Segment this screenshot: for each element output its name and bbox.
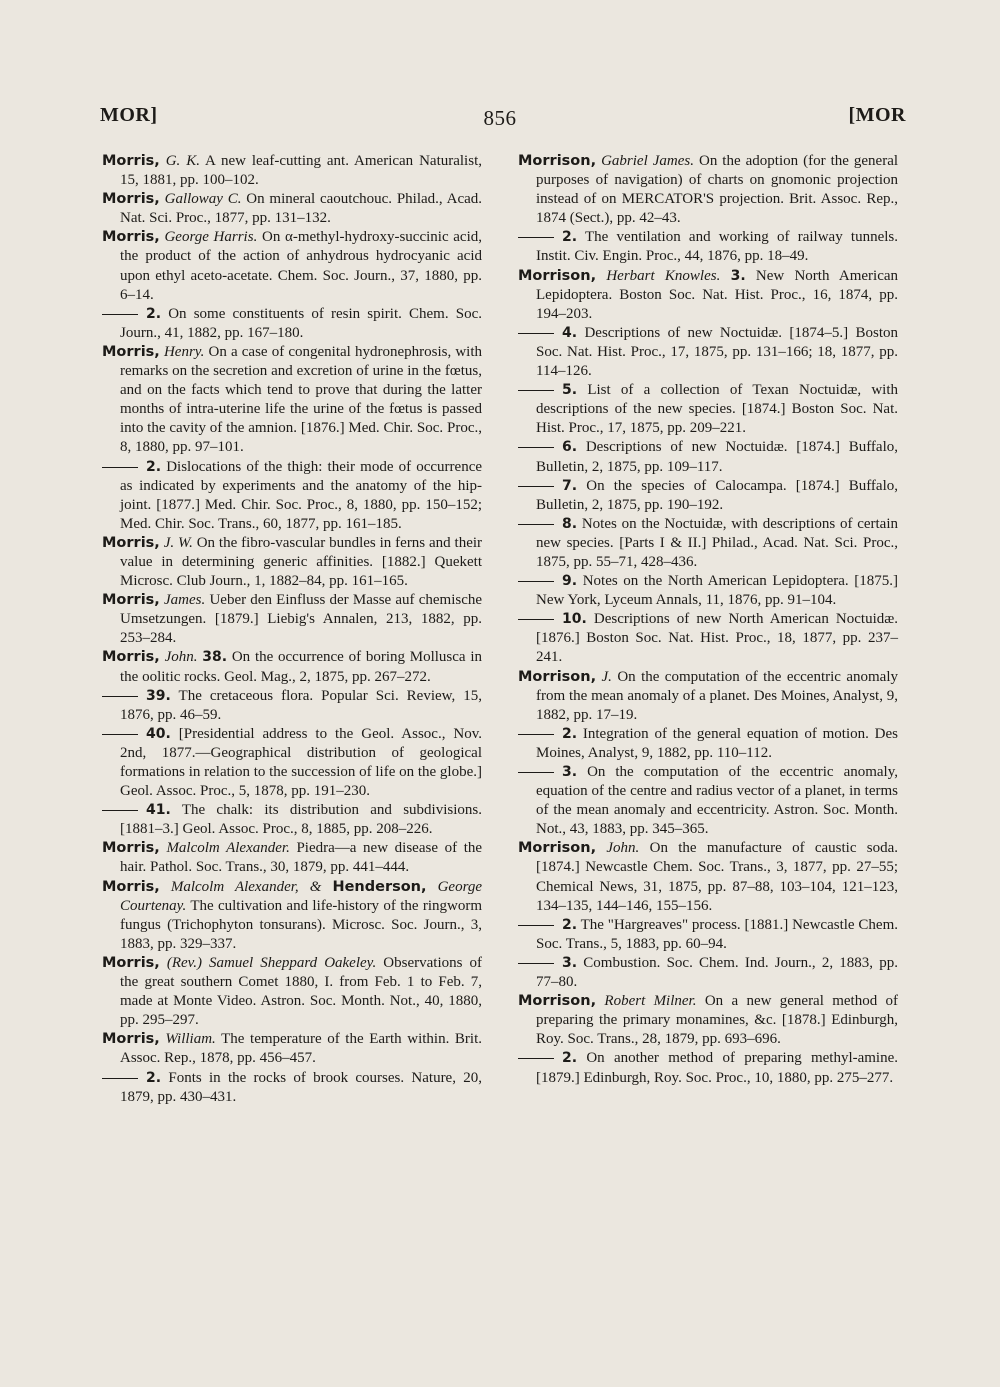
author-given-name: Henry. bbox=[163, 343, 205, 360]
entry-text: Notes on the North American Lepidoptera. [1875.] New York, Lyceum Annals, 11, 1876, pp. 91–104. bbox=[536, 573, 898, 609]
ditto-rule bbox=[518, 734, 554, 735]
entry-text: The "Hargreaves" process. [1881.] Newcastle Chem. Soc. Trans., 5, 1883, pp. 60–94. bbox=[536, 916, 898, 952]
bibliography-entry bbox=[518, 477, 898, 515]
author-surname: Morrison, bbox=[518, 153, 597, 169]
entry-text: Notes on the Noctuidæ, with descriptions of certain new species. [Parts I & II.] Philad., Acad. Nat. Sci. Proc., 1875, pp. 55–71, 428–436. bbox=[536, 515, 899, 570]
bibliography-entry bbox=[518, 668, 898, 725]
author-surname: Morris, bbox=[102, 153, 160, 169]
entry-number: 3. bbox=[562, 954, 578, 971]
entry-text: Observations of the great southern Comet 1880, I. from Feb. 1 to Feb. 7, made at Monte Video. Astron. Soc. Month. Not., 40, 1880, pp. 295–297. bbox=[120, 954, 482, 1029]
author-surname: Morris, bbox=[102, 840, 160, 857]
ditto-rule bbox=[518, 963, 554, 964]
author-surname: Morris, bbox=[102, 878, 160, 895]
bibliography-entry bbox=[518, 763, 898, 839]
entry-text: On the occurrence of boring Mollusca in the oolitic rocks. Geol. Mag., 2, 1875, pp. 267–272. bbox=[120, 649, 483, 685]
ditto-rule bbox=[518, 333, 554, 334]
bibliography-entry bbox=[518, 438, 898, 476]
ditto-rule bbox=[102, 314, 138, 315]
entry-text: The cultivation and life-history of the ringworm fungus (Trichophyton tonsurans). Microsc. Soc. Journ., 3, 1883, pp. 329–337. bbox=[120, 897, 483, 952]
author-given-name: Herbart Knowles. bbox=[606, 267, 721, 284]
ditto-rule bbox=[518, 619, 554, 620]
running-head-right: [MOR bbox=[848, 104, 906, 126]
ditto-rule bbox=[518, 486, 554, 487]
entry-number: 38. bbox=[202, 649, 228, 666]
entry-number: 4. bbox=[562, 324, 578, 341]
entry-number: 2. bbox=[146, 305, 162, 322]
coauthor-given-name: George Courtenay. bbox=[120, 878, 483, 914]
ditto-rule bbox=[518, 524, 554, 525]
entry-text: Descriptions of new Noctuidæ. [1874.] Buffalo, Bulletin, 2, 1875, pp. 109–117. bbox=[536, 439, 898, 475]
entry-number: 3. bbox=[730, 267, 746, 284]
ditto-rule bbox=[518, 1058, 554, 1059]
author-surname: Morris, bbox=[102, 343, 160, 360]
entry-number: 6. bbox=[562, 439, 578, 456]
author-surname: Morris, bbox=[102, 592, 160, 609]
entry-number: 2. bbox=[562, 1050, 578, 1067]
entry-number: 2. bbox=[562, 229, 578, 246]
author-given-name: Galloway C. bbox=[164, 191, 242, 208]
entry-text: The cretaceous flora. Popular Sci. Review, 15, 1876, pp. 46–59. bbox=[120, 687, 482, 723]
entry-text: On the fibro-vascular bundles in ferns and their value in determining generic affinities. [1882.] Quekett Microsc. Club Journ., 1, 1882–84, pp. 161–165. bbox=[120, 534, 483, 590]
entry-text: On mineral caoutchouc. Philad., Acad. Nat. Sci. Proc., 1877, pp. 131–132. bbox=[120, 191, 483, 227]
entry-text: The ventilation and working of railway tunnels. Instit. Civ. Engin. Proc., 44, 1876, pp. 18–49. bbox=[536, 229, 898, 265]
bibliography-entry bbox=[102, 1030, 482, 1068]
ditto-rule bbox=[518, 772, 554, 773]
bibliography-entry bbox=[102, 458, 482, 534]
entry-number: 5. bbox=[562, 382, 578, 399]
entry-text: Descriptions of new Noctuidæ. [1874–5.] Boston Soc. Nat. Hist. Proc., 17, 1875, pp. 131–166; 18, 1877, pp. 114–126. bbox=[536, 324, 899, 380]
entry-text: Descriptions of new North American Noctuidæ. [1876.] Boston Soc. Nat. Hist. Proc., 18, 1877, pp. 237–241. bbox=[536, 611, 898, 666]
bibliography-entry bbox=[518, 381, 898, 438]
entry-number: 8. bbox=[562, 515, 578, 532]
bibliography-entry bbox=[518, 916, 898, 954]
bibliography-entry bbox=[518, 725, 898, 763]
running-head-left: MOR] bbox=[100, 104, 158, 126]
author-given-name: Robert Milner. bbox=[604, 993, 697, 1010]
bibliography-entry bbox=[102, 343, 482, 458]
author-given-name: John. bbox=[606, 840, 640, 857]
entry-number: 7. bbox=[562, 477, 578, 494]
entry-number: 2. bbox=[562, 725, 578, 742]
author-given-name: Malcolm Alexander. bbox=[166, 840, 290, 857]
entry-text: The chalk: its distribution and subdivisions. [1881–3.] Geol. Assoc. Proc., 8, 1885, pp. 208–226. bbox=[120, 802, 482, 838]
entry-number: 2. bbox=[562, 916, 578, 933]
left-column bbox=[102, 152, 482, 1107]
bibliography-entry bbox=[102, 648, 482, 686]
author-given-name: (Rev.) Samuel Sheppard Oakeley. bbox=[166, 954, 377, 971]
entry-number: 41. bbox=[146, 802, 171, 819]
author-surname: Morris, bbox=[102, 649, 160, 666]
ditto-rule bbox=[102, 810, 138, 811]
entry-text: Fonts in the rocks of brook courses. Nature, 20, 1879, pp. 430–431. bbox=[120, 1069, 483, 1105]
author-given-name: J. W. bbox=[163, 534, 193, 551]
coauthor-surname: Henderson, bbox=[332, 878, 427, 895]
author-given-name: William. bbox=[165, 1031, 216, 1048]
ditto-rule bbox=[102, 696, 138, 697]
entry-text: On the computation of the eccentric anomaly from the mean anomaly of a planet. Des Moines, Analyst, 9, 1882, pp. 17–19. bbox=[536, 668, 898, 723]
bibliography-entry bbox=[102, 228, 482, 304]
author-surname: Morrison, bbox=[518, 840, 597, 857]
bibliography-entry bbox=[102, 839, 482, 877]
bibliography-entry bbox=[518, 267, 898, 324]
entry-text: Piedra—a new disease of the hair. Pathol. Soc. Trans., 30, 1879, pp. 441–444. bbox=[120, 840, 483, 876]
bibliography-entry bbox=[518, 610, 898, 667]
page-number: 856 bbox=[483, 106, 517, 130]
entry-text: On the manufacture of caustic soda. [1874.] Newcastle Chem. Soc. Trans., 3, 1877, pp. 27–55; Chemical News, 31, 1875, pp. 87–88, 103–104, 121–123, 134–135, 144–146, 155–156. bbox=[536, 840, 899, 914]
author-given-name: G. K. bbox=[165, 153, 200, 169]
ditto-rule bbox=[518, 925, 554, 926]
bibliography-entry bbox=[518, 954, 898, 992]
entry-number: 39. bbox=[146, 687, 171, 704]
entry-text: New North American Lepidoptera. Boston Soc. Nat. Hist. Proc., 16, 1874, pp. 194–203. bbox=[536, 267, 899, 322]
bibliography-entry bbox=[102, 801, 482, 839]
bibliography-entry bbox=[518, 515, 898, 572]
entry-text: On the adoption (for the general purposes of navigation) of charts on gnomonic projection instead of on MERCATOR'S projection. Brit. Assoc. Rep., 1874 (Sect.), pp. 42–43. bbox=[536, 153, 899, 227]
entry-text: On some constituents of resin spirit. Chem. Soc. Journ., 41, 1882, pp. 167–180. bbox=[120, 305, 482, 341]
author-surname: Morrison, bbox=[518, 993, 597, 1010]
entry-text: On the computation of the eccentric anomaly, equation of the centre and radius vector of a planet, in terms of the mean anomaly and eccentricity. Astron. Soc. Month. Not., 43, 1883, pp. 345–365. bbox=[536, 764, 899, 838]
author-surname: Morrison, bbox=[518, 267, 597, 284]
ditto-rule bbox=[102, 734, 138, 735]
author-given-name: George Harris. bbox=[164, 229, 258, 246]
bibliography-entry bbox=[102, 954, 482, 1030]
entry-text: [Presidential address to the Geol. Assoc., Nov. 2nd, 1877.—Geographical distribution of geological formations in relation to the succession of life on the globe.] Geol. Assoc. Proc., 5, 1878, pp. 191–230. bbox=[120, 725, 482, 800]
ditto-rule bbox=[518, 237, 554, 238]
author-given-name: John. bbox=[164, 649, 198, 666]
entry-text: Combustion. Soc. Chem. Ind. Journ., 2, 1883, pp. 77–80. bbox=[536, 954, 898, 991]
right-column bbox=[518, 152, 898, 1088]
entry-text: On another method of preparing methyl-amine. [1879.] Edinburgh, Roy. Soc. Proc., 10, 1880, pp. 275–277. bbox=[536, 1050, 899, 1086]
entry-number: 2. bbox=[146, 458, 162, 475]
entry-text: A new leaf-cutting ant. American Naturalist, 15, 1881, pp. 100–102. bbox=[120, 153, 482, 189]
entry-number: 10. bbox=[562, 611, 587, 628]
author-surname: Morris, bbox=[102, 534, 160, 551]
entry-text: Integration of the general equation of motion. Des Moines, Analyst, 9, 1882, pp. 110–112. bbox=[536, 725, 898, 761]
author-given-name: Malcolm Alexander, & bbox=[170, 878, 322, 895]
entry-text: The temperature of the Earth within. Brit. Assoc. Rep., 1878, pp. 456–457. bbox=[120, 1031, 482, 1067]
bibliography-entry bbox=[102, 305, 482, 343]
entry-number: 2. bbox=[146, 1069, 162, 1086]
entry-number: 3. bbox=[562, 764, 578, 780]
ditto-rule bbox=[102, 1078, 138, 1079]
entry-text: On a case of congenital hydronephrosis, with remarks on the secretion and excretion of urine in the fœtus, and on the facts which tend to prove that during the latter months of intra-uterine life the urine of the fœtus is passed into the cavity of the amnion. [1876.] Med. Chir. Soc. Proc., 8, 1880, pp. 97–101. bbox=[120, 343, 483, 456]
ditto-rule bbox=[518, 390, 554, 391]
entry-text: On a new general method of preparing the primary monamines, &c. [1878.] Edinburgh, Roy. Soc. Trans., 28, 1879, pp. 693–696. bbox=[536, 993, 899, 1048]
entry-text: List of a collection of Texan Noctuidæ, with descriptions of the new species. [1874.] Boston Soc. Nat. Hist. Proc., 17, 1875, pp. 209–221. bbox=[536, 382, 898, 437]
bibliography-entry bbox=[102, 687, 482, 725]
entry-text: Dislocations of the thigh: their mode of occurrence as indicated by experiments and the anatomy of the hip-joint. [1877.] Med. Chir. Soc. Proc., 8, 1880, pp. 150–152; Med. Chir. Soc. Trans., 60, 1877, pp. 161–185. bbox=[120, 458, 483, 532]
entry-text: Ueber den Einfluss der Masse auf chemische Umsetzungen. [1879.] Liebig's Annalen, 213, 1882, pp. 253–284. bbox=[120, 592, 483, 647]
author-given-name: Gabriel James. bbox=[601, 153, 694, 169]
bibliography-entry bbox=[518, 324, 898, 381]
bibliography-entry bbox=[102, 591, 482, 648]
bibliography-entry bbox=[518, 228, 898, 266]
author-surname: Morris, bbox=[102, 954, 160, 971]
author-surname: Morris, bbox=[102, 1031, 160, 1048]
bibliography-entry bbox=[102, 152, 482, 190]
author-surname: Morris, bbox=[102, 229, 160, 246]
bibliography-entry bbox=[518, 839, 898, 915]
bibliography-entry bbox=[518, 572, 898, 610]
entry-text: On α-methyl-hydroxy-succinic acid, the product of the action of anhydrous hydrocyanic acid upon ethyl aceto-acetate. Chem. Soc. Journ., 37, 1880, pp. 6–14. bbox=[120, 229, 483, 303]
author-given-name: J. bbox=[601, 668, 612, 685]
entry-number: 40. bbox=[146, 725, 171, 742]
bibliography-entry bbox=[102, 190, 482, 228]
bibliography-entry bbox=[518, 1049, 898, 1087]
ditto-rule bbox=[518, 447, 554, 448]
entry-number: 9. bbox=[562, 573, 578, 590]
bibliography-entry bbox=[102, 534, 482, 591]
bibliography-entry bbox=[102, 725, 482, 801]
bibliography-entry bbox=[102, 1069, 482, 1107]
author-surname: Morrison, bbox=[518, 668, 597, 685]
ditto-rule bbox=[102, 467, 138, 468]
bibliography-entry bbox=[518, 152, 898, 228]
ditto-rule bbox=[518, 581, 554, 582]
bibliography-entry bbox=[518, 992, 898, 1049]
bibliography-entry bbox=[102, 878, 482, 954]
entry-text: On the species of Calocampa. [1874.] Buffalo, Bulletin, 2, 1875, pp. 190–192. bbox=[536, 477, 898, 513]
author-surname: Morris, bbox=[102, 191, 160, 208]
author-given-name: James. bbox=[164, 592, 206, 609]
